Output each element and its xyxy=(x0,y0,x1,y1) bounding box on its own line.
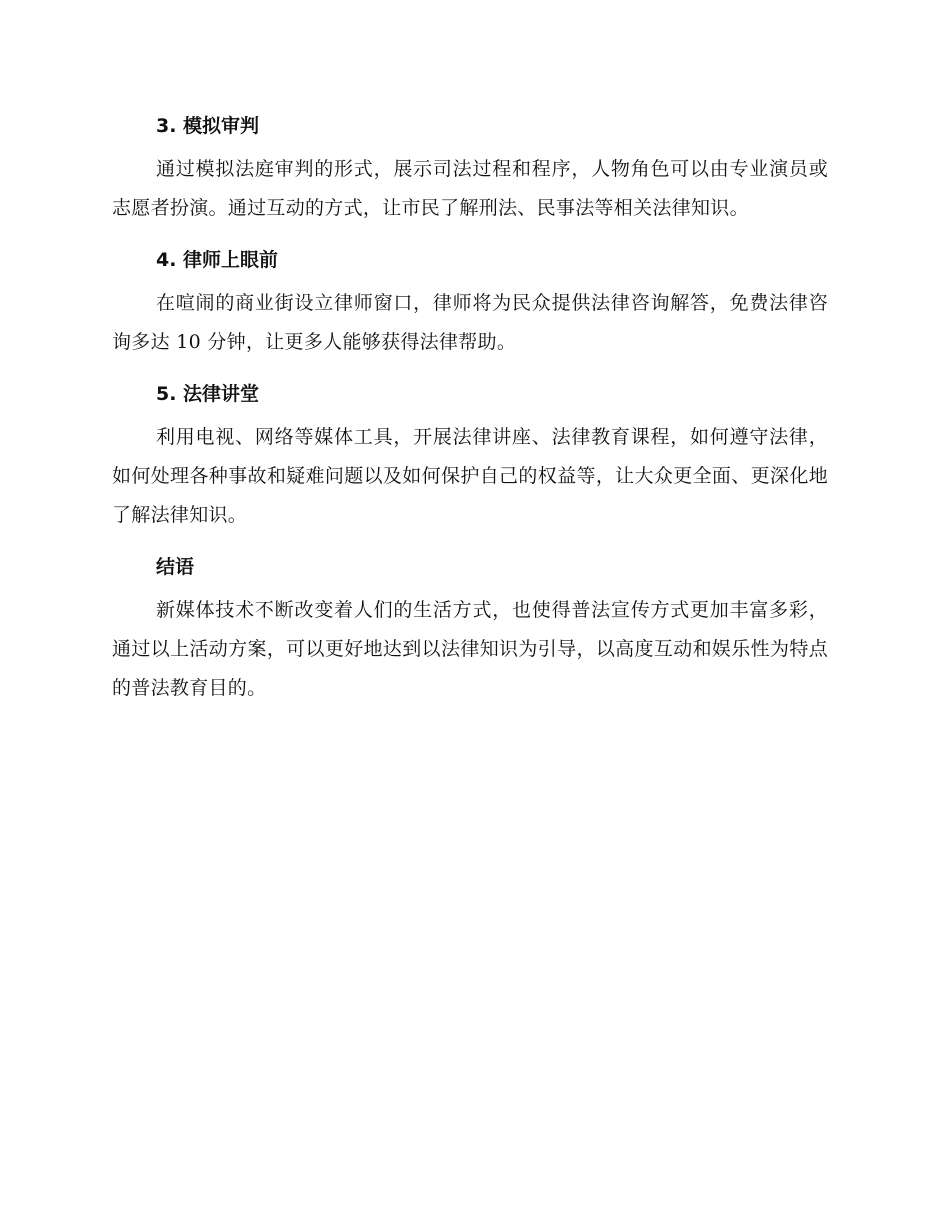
section-law-lecture xyxy=(112,370,840,535)
section-conclusion xyxy=(112,543,840,708)
section-paragraph: 利用电视、网络等媒体工具，开展法律讲座、法律教育课程，如何遵守法律，如何处理各种事故和疑难问题以及如何保护自己的权益等，让大众更全面、更深化地了解法律知识。 xyxy=(112,426,828,526)
section-lawyer-window xyxy=(112,236,840,362)
section-paragraph: 通过模拟法庭审判的形式，展示司法过程和程序，人物角色可以由专业演员或志愿者扮演。通过互动的方式，让市民了解刑法、民事法等相关法律知识。 xyxy=(112,158,828,219)
section-heading: 5. 法律讲堂 xyxy=(156,383,260,405)
section-heading: 3. 模拟审判 xyxy=(156,115,260,137)
section-mock-trial xyxy=(112,102,840,228)
section-heading: 结语 xyxy=(156,556,195,578)
section-paragraph: 新媒体技术不断改变着人们的生活方式，也使得普法宣传方式更加丰富多彩，通过以上活动方案，可以更好地达到以法律知识为引导，以高度互动和娱乐性为特点的普法教育目的。 xyxy=(112,599,828,699)
document-page xyxy=(112,102,840,716)
section-paragraph: 在喧闹的商业街设立律师窗口，律师将为民众提供法律咨询解答，免费法律咨询多达 10 分钟，让更多人能够获得法律帮助。 xyxy=(112,292,828,353)
section-heading: 4. 律师上眼前 xyxy=(156,249,279,271)
